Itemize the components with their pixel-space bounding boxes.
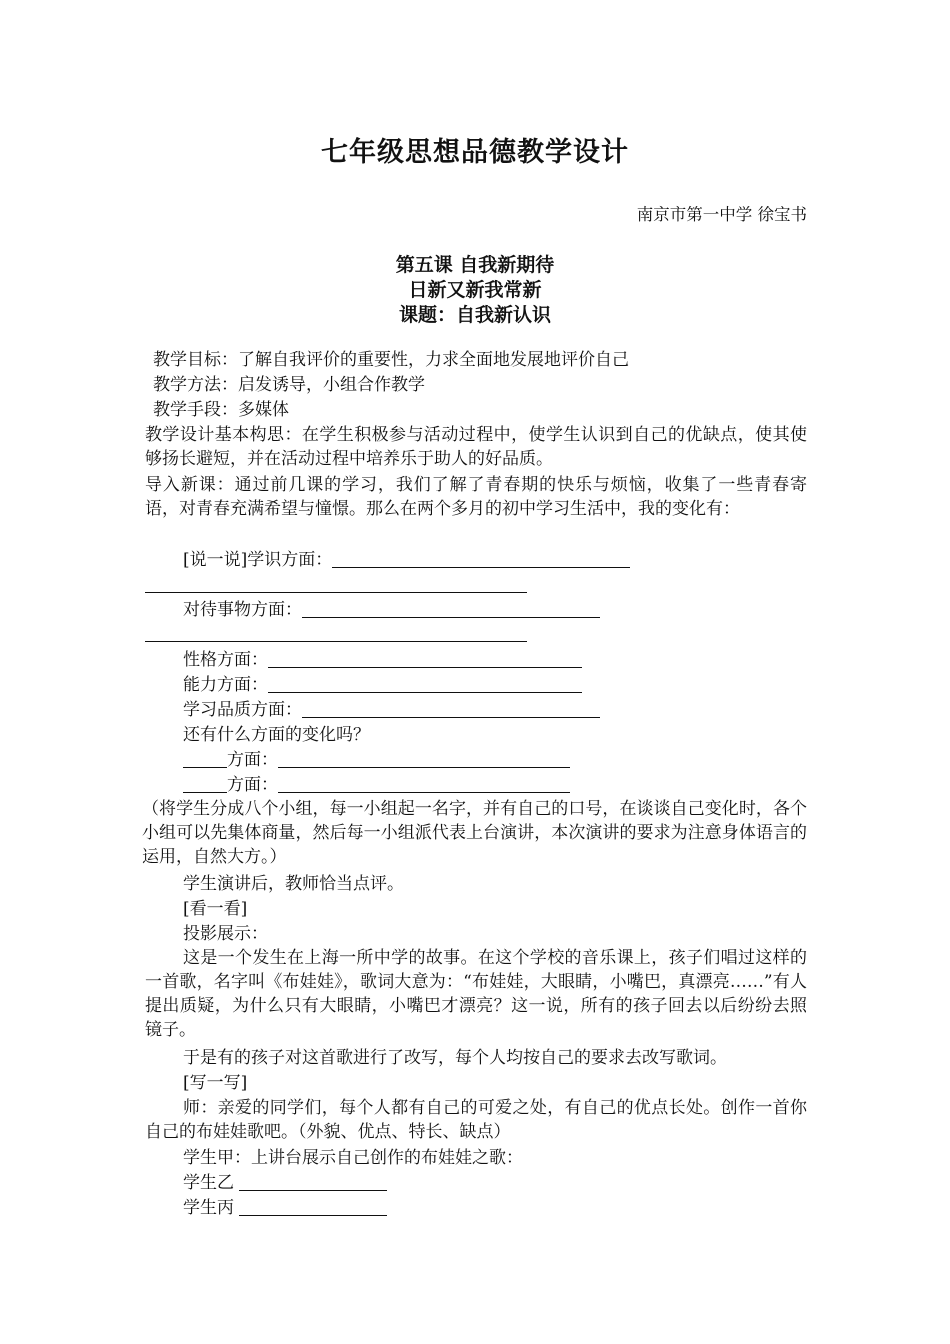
rewrite-paragraph: 于是有的孩子对这首歌进行了改写，每个人均按自己的要求去改写歌词。 [183, 1048, 727, 1068]
story-paragraph: 这是一个发生在上海一所中学的故事。在这个学校的音乐课上，孩子们唱过这样的一首歌，名字叫《布娃娃》，歌词大意为：“布娃娃，大眼睛，小嘴巴，真漂亮……”有人提出质疑，为什么只有大眼睛，小嘴巴才漂亮？这一说，所有的孩子回去以后纷纷去照镜子。 [145, 948, 807, 1040]
aspect-blank [278, 774, 570, 793]
lesson-intro: 导入新课：通过前几课的学习，我们了解了青春期的快乐与烦恼，收集了一些青春寄语，对青春充满希望与憧憬。那么在两个多月的初中学习生活中，我的变化有： [145, 475, 807, 519]
quality-blank [302, 699, 600, 718]
item-attitude [183, 598, 600, 622]
aspect-label: 方面： [227, 775, 278, 795]
document-title: 七年级思想品德教学设计 [321, 137, 629, 168]
knowledge-blank-continued [145, 592, 527, 593]
attitude-blank [302, 599, 600, 618]
item-other-question: 还有什么方面的变化吗？ [183, 725, 370, 745]
design-concept: 教学设计基本构思：在学生积极参与活动过程中，使学生认识到自己的优缺点，使其使够扬长避短，并在活动过程中培养乐于助人的好品质。 [145, 425, 807, 469]
student-b [183, 1171, 387, 1195]
group-note: （将学生分成八个小组，每一小组起一名字，并有自己的口号，在谈谈自己变化时，各个小组可以先集体商量，然后每一小组派代表上台演讲，本次演讲的要求为注意身体语言的运用，自然大方。） [142, 799, 807, 867]
after-speech: 学生演讲后，教师恰当点评。 [183, 874, 404, 894]
student-b-label: 学生乙 [183, 1173, 234, 1193]
aspect-name-blank [183, 774, 227, 793]
teaching-method: 教学方法：启发诱导，小组合作教学 [153, 375, 425, 395]
item-character-label: 性格方面： [183, 650, 268, 670]
student-a: 学生甲：上讲台展示自己创作的布娃娃之歌： [183, 1148, 523, 1168]
teacher-paragraph: 师：亲爱的同学们，每个人都有自己的可爱之处，有自己的优点长处。创作一首你自己的布娃娃歌吧。（外貌、优点、特长、缺点） [145, 1098, 807, 1142]
item-other-2 [183, 773, 570, 797]
item-ability-label: 能力方面： [183, 675, 268, 695]
teaching-goal: 教学目标：了解自我评价的重要性，力求全面地发展地评价自己 [153, 350, 629, 370]
item-knowledge-label: [说一说]学识方面： [183, 550, 333, 570]
student-c [183, 1196, 387, 1220]
ability-blank [268, 674, 582, 693]
projection-label: 投影展示： [183, 924, 268, 944]
item-knowledge [183, 548, 630, 572]
teaching-means: 教学手段：多媒体 [153, 400, 289, 420]
write-heading: [写一写] [183, 1073, 248, 1093]
student-b-blank [239, 1172, 387, 1191]
character-blank [268, 649, 582, 668]
look-heading: [看一看] [183, 899, 248, 919]
item-ability [183, 673, 582, 697]
item-character [183, 648, 582, 672]
aspect-name-blank [183, 749, 227, 768]
unit-heading: 日新又新我常新 [408, 279, 542, 301]
attitude-blank-continued [145, 641, 527, 642]
aspect-label: 方面： [227, 750, 278, 770]
topic-heading: 课题：自我新认识 [398, 304, 551, 326]
author-line: 南京市第一中学 徐宝书 [636, 205, 807, 224]
aspect-blank [278, 749, 570, 768]
student-c-blank [239, 1197, 387, 1216]
student-c-label: 学生丙 [183, 1198, 234, 1218]
item-other-1 [183, 748, 570, 772]
item-quality-label: 学习品质方面： [183, 700, 302, 720]
item-attitude-label: 对待事物方面： [183, 600, 302, 620]
item-quality [183, 698, 600, 722]
knowledge-blank [332, 549, 630, 568]
lesson-heading: 第五课 自我新期待 [395, 254, 555, 276]
